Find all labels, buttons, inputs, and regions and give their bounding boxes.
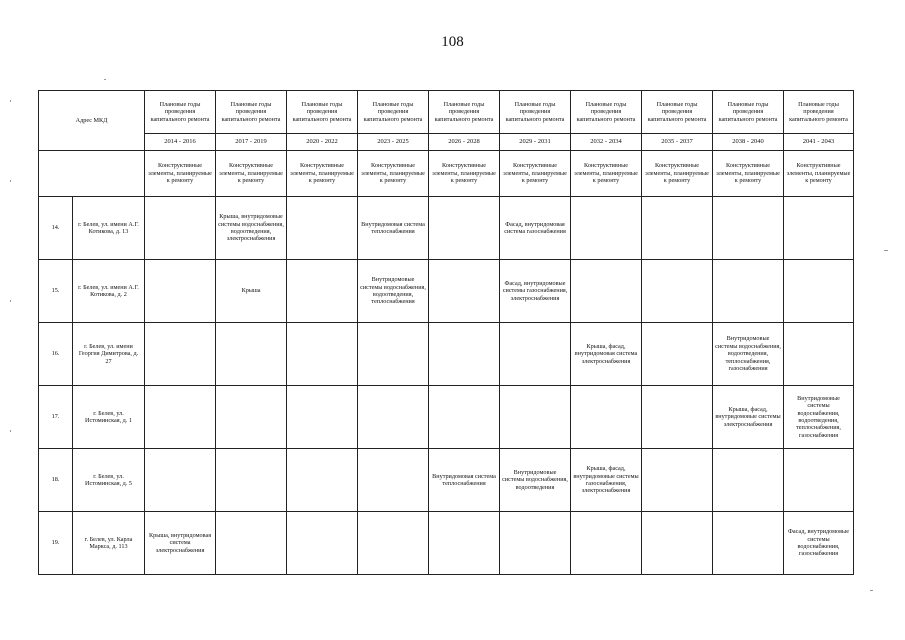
period-heading: Плановые годы проведения капитального ремонта <box>287 91 358 134</box>
scan-mark <box>10 300 11 302</box>
repair-cell: Внутридомовые системы водоснабжения, водоотведения <box>500 449 571 512</box>
repair-cell <box>429 386 500 449</box>
blank-header-cell <box>39 151 145 197</box>
repair-cell <box>358 386 429 449</box>
row-address: г. Белев, ул. имени А.Г. Котикова, д. 2 <box>73 260 145 323</box>
period-subheading: Конструктивные элементы, планируемые к ремонту <box>784 151 854 197</box>
row-address: г. Белев, ул. Истоминская, д. 1 <box>73 386 145 449</box>
repair-cell <box>145 386 216 449</box>
scan-mark <box>10 180 11 182</box>
repair-cell <box>571 260 642 323</box>
scan-mark <box>10 100 11 102</box>
repair-cell: Крыша, фасад, внутридомовая система электроснабжения <box>571 323 642 386</box>
repair-cell <box>287 386 358 449</box>
repair-cell: Фасад, внутридомовые системы водоснабжения, газоснабжения <box>784 512 854 575</box>
row-address: г. Белев, ул. Истоминская, д. 5 <box>73 449 145 512</box>
period-subheading: Конструктивные элементы, планируемые к ремонту <box>358 151 429 197</box>
repair-cell <box>784 323 854 386</box>
period-years: 2038 - 2040 <box>713 134 784 151</box>
table-row <box>39 323 854 386</box>
row-address: г. Белев, ул. Карла Маркса, д. 113 <box>73 512 145 575</box>
period-subheading: Конструктивные элементы, планируемые к ремонту <box>216 151 287 197</box>
repair-cell <box>429 260 500 323</box>
repair-cell <box>287 512 358 575</box>
row-address: г. Белев, ул. имени А.Г. Котикова, д. 13 <box>73 197 145 260</box>
table-row <box>39 512 854 575</box>
repair-cell <box>145 323 216 386</box>
address-header: Адрес МКД <box>39 91 145 151</box>
period-subheading: Конструктивные элементы, планируемые к ремонту <box>500 151 571 197</box>
scan-mark <box>884 250 888 251</box>
table-row <box>39 386 854 449</box>
repair-cell <box>358 449 429 512</box>
repair-cell <box>642 512 713 575</box>
repair-cell <box>216 449 287 512</box>
row-number: 15. <box>39 260 73 323</box>
period-subheading: Конструктивные элементы, планируемые к ремонту <box>287 151 358 197</box>
repair-cell: Внутридомовые системы водоснабжения, водоотведения, теплоснабжения <box>358 260 429 323</box>
scan-mark <box>104 79 106 80</box>
repair-cell <box>784 197 854 260</box>
repair-cell: Крыша, фасад, внутридомовые системы газоснабжения, электроснабжения <box>571 449 642 512</box>
scan-mark <box>870 590 873 591</box>
repair-cell: Внутридомовые системы водоснабжения, водоотведения, теплоснабжения, газоснабжения <box>713 323 784 386</box>
repair-cell <box>784 260 854 323</box>
period-heading: Плановые годы проведения капитального ремонта <box>642 91 713 134</box>
period-years: 2026 - 2028 <box>429 134 500 151</box>
period-years: 2023 - 2025 <box>358 134 429 151</box>
repair-cell: Крыша, фасад, внутридомовые системы электроснабжения <box>713 386 784 449</box>
repair-cell <box>642 323 713 386</box>
repair-cell <box>287 260 358 323</box>
repair-cell: Крыша, внутридомовые системы водоснабжения, водоотведения, электроснабжения <box>216 197 287 260</box>
repair-cell <box>642 260 713 323</box>
repair-cell <box>287 449 358 512</box>
repair-cell <box>571 512 642 575</box>
repair-cell <box>571 197 642 260</box>
repair-cell <box>216 323 287 386</box>
repair-cell <box>287 197 358 260</box>
repair-cell: Крыша <box>216 260 287 323</box>
period-subheading: Конструктивные элементы, планируемые к ремонту <box>713 151 784 197</box>
repair-cell <box>642 449 713 512</box>
period-heading: Плановые годы проведения капитального ремонта <box>713 91 784 134</box>
repair-cell: Фасад, внутридомовая система газоснабжения <box>500 197 571 260</box>
repair-cell <box>500 386 571 449</box>
repair-cell <box>571 386 642 449</box>
period-years: 2035 - 2037 <box>642 134 713 151</box>
row-number: 14. <box>39 197 73 260</box>
repair-cell <box>145 260 216 323</box>
repair-cell: Внутридомовые системы водоснабжения, водоотведения, теплоснабжения, газоснабжения <box>784 386 854 449</box>
repair-cell <box>216 512 287 575</box>
period-years: 2020 - 2022 <box>287 134 358 151</box>
row-number: 18. <box>39 449 73 512</box>
repair-cell <box>287 323 358 386</box>
repair-cell <box>145 449 216 512</box>
row-address: г. Белев, ул. имени Георгия Димитрова, д. 27 <box>73 323 145 386</box>
repair-cell <box>358 323 429 386</box>
repair-cell <box>642 386 713 449</box>
row-number: 16. <box>39 323 73 386</box>
repair-cell <box>216 386 287 449</box>
period-heading: Плановые годы проведения капитального ремонта <box>784 91 854 134</box>
row-number: 17. <box>39 386 73 449</box>
row-number: 19. <box>39 512 73 575</box>
scan-mark <box>10 430 11 432</box>
repair-cell <box>500 512 571 575</box>
period-subheading: Конструктивные элементы, планируемые к ремонту <box>571 151 642 197</box>
table-row <box>39 260 854 323</box>
period-heading: Плановые годы проведения капитального ремонта <box>500 91 571 134</box>
repair-cell: Крыша, внутридомовая система электроснабжения <box>145 512 216 575</box>
header-row-years <box>39 134 854 151</box>
repair-cell <box>429 197 500 260</box>
repair-cell <box>358 512 429 575</box>
repair-cell <box>713 512 784 575</box>
repair-cell <box>784 449 854 512</box>
table-row <box>39 449 854 512</box>
repair-cell <box>713 197 784 260</box>
page-number: 108 <box>441 34 464 50</box>
repair-cell: Фасад, внутридомовые системы газоснабжения, электроснабжения <box>500 260 571 323</box>
repair-cell <box>500 323 571 386</box>
repair-cell: Внутридомовая система теплоснабжения <box>429 449 500 512</box>
period-subheading: Конструктивные элементы, планируемые к ремонту <box>642 151 713 197</box>
repair-cell <box>642 197 713 260</box>
period-heading: Плановые годы проведения капитального ремонта <box>358 91 429 134</box>
repair-cell <box>713 449 784 512</box>
period-years: 2032 - 2034 <box>571 134 642 151</box>
repair-cell <box>429 323 500 386</box>
header-row-elements <box>39 151 854 197</box>
repair-cell: Внутридомовая система теплоснабжения <box>358 197 429 260</box>
repair-cell <box>145 197 216 260</box>
capital-repair-table <box>38 90 854 575</box>
header-row-period <box>39 91 854 134</box>
repair-cell <box>429 512 500 575</box>
period-heading: Плановые годы проведения капитального ремонта <box>429 91 500 134</box>
period-years: 2029 - 2031 <box>500 134 571 151</box>
period-years: 2014 - 2016 <box>145 134 216 151</box>
period-heading: Плановые годы проведения капитального ремонта <box>571 91 642 134</box>
period-heading: Плановые годы проведения капитального ремонта <box>216 91 287 134</box>
period-years: 2017 - 2019 <box>216 134 287 151</box>
period-heading: Плановые годы проведения капитального ремонта <box>145 91 216 134</box>
period-years: 2041 - 2043 <box>784 134 854 151</box>
repair-cell <box>713 260 784 323</box>
table-row <box>39 197 854 260</box>
period-subheading: Конструктивные элементы, планируемые к ремонту <box>429 151 500 197</box>
period-subheading: Конструктивные элементы, планируемые к ремонту <box>145 151 216 197</box>
